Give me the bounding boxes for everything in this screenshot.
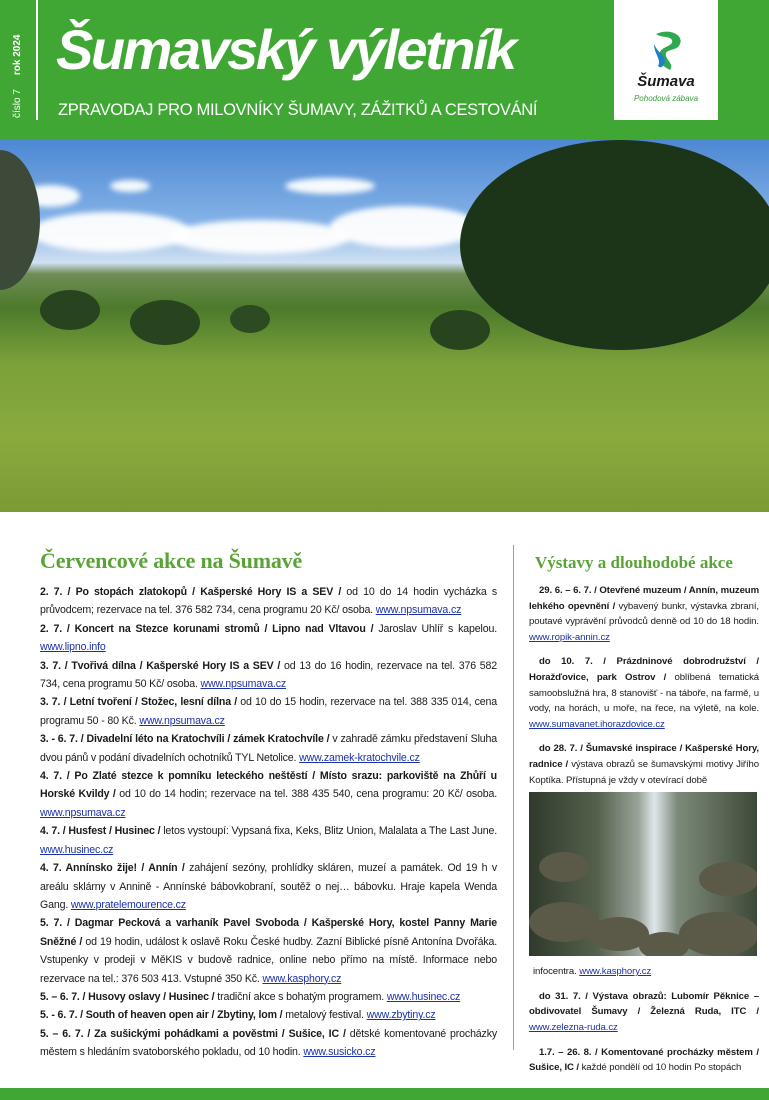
event-title: 5. 7. / Dagmar Pecková a varhaník Pavel Svoboda / Kašperské Hory, kostel Panny Marie Sněžné / <box>40 917 497 948</box>
event-link[interactable]: www.zbytiny.cz <box>366 1009 436 1022</box>
rock <box>679 912 757 956</box>
event-description: Jaroslav Uhlíř s kapelou. <box>373 622 497 635</box>
waterfall-painting <box>529 792 757 956</box>
event-link[interactable]: www.npsumava.cz <box>139 714 225 727</box>
exhibition-list <box>529 583 759 1076</box>
event-title: 2. 7. / Koncert na Stezce korunami stromů / Lipno nad Vltavou / <box>40 622 374 635</box>
event-description: v zahradě zámku představení Sluha dvou pánů v podání divadelních ochotníků TYL Netolice. <box>40 733 498 764</box>
rock <box>699 862 757 896</box>
section-heading: Červencové akce na Šumavě <box>40 548 303 573</box>
newsletter-title: Šumavský výletník <box>56 18 515 81</box>
event-description: zahájení sezóny, prohlídky skláren, muzeí a památek. Od 19 h v areálu sklárny v Annině - Annínské bábovkobraní, soutěž o nej… bábovku. Hraje kapela Wenda Gang. <box>40 862 497 911</box>
divider <box>36 0 38 120</box>
column-divider <box>513 545 514 1050</box>
event-item <box>40 859 497 914</box>
event-item <box>40 822 497 859</box>
event-title: 5. - 6. 7. / South of heaven open air / Zbytiny, lom / <box>40 1009 283 1022</box>
event-link[interactable]: www.npsumava.cz <box>200 678 287 691</box>
event-item <box>40 1006 497 1024</box>
landscape-photo <box>0 140 769 512</box>
event-item <box>40 730 497 767</box>
event-item <box>529 654 759 732</box>
event-description: od 13 do 16 hodin, rezervace na tel. 376 582 734, cena programu 50 Kč/ osoba. <box>40 659 497 691</box>
event-title: 5. – 6. 7. / Za sušickými pohádkami a pověstmi / Sušice, IC / <box>40 1027 346 1040</box>
event-link[interactable]: www.zelezna-ruda.cz <box>529 1021 618 1033</box>
event-link[interactable]: www.husinec.cz <box>386 990 461 1003</box>
event-link[interactable]: www.lipno.info <box>40 641 106 654</box>
masthead <box>0 0 769 140</box>
logo-name: Šumava <box>637 73 695 90</box>
event-item <box>40 767 497 822</box>
event-item <box>40 620 497 657</box>
event-link[interactable]: www.husinec.cz <box>40 843 114 856</box>
event-description: od 19 hodin, událost k oslavě Roku České hudby. Zazní Biblické písně Antonína Dvořáka. Vstupenky v prodeji v MěKIS v budově radnice, online nebo přímo na místě. Informace nebo rezervace na tel.: 376 503 413. Vstupné 350 Kč. <box>40 935 497 985</box>
event-item <box>40 1025 497 1062</box>
event-item <box>40 657 497 694</box>
event-item <box>529 964 759 980</box>
event-link[interactable]: www.ropik-annin.cz <box>529 631 610 643</box>
event-title: 4. 7. Annínsko žije! / Annín / <box>40 862 185 875</box>
event-link[interactable]: www.susicko.cz <box>303 1046 376 1059</box>
event-title: 4. 7. / Po Zlaté stezce k pomníku leteckého neštěstí / Místo srazu: parkoviště na Zhůří u Horské Kvildy / <box>40 770 497 801</box>
event-item <box>40 583 497 620</box>
sidebar-heading: Výstavy a dlouhodobé akce <box>535 553 733 572</box>
event-item <box>529 741 759 788</box>
event-title: 4. 7. / Husfest / Husinec / <box>40 825 161 838</box>
event-link[interactable]: www.sumavanet.ihorazdovice.cz <box>529 718 665 730</box>
event-description: vybavený bunkr, výstavka zbraní, poutavé vyprávění průvodců denně od 10 do 18 hodin. <box>529 600 759 628</box>
event-link[interactable]: www.npsumava.cz <box>40 806 126 819</box>
event-title: 3. - 6. 7. / Divadelní léto na Kratochvíli / zámek Kratochvíle / <box>40 733 330 746</box>
issue-year: rok 2024 <box>12 34 23 76</box>
event-description: výstava obrazů se šumavskými motivy Jiřího Koptíka. Přístupná je vždy v otevírací době <box>529 758 759 786</box>
event-title: 1.7. – 26. 8. / Komentované procházky městem / Sušice, IC / <box>529 1046 759 1074</box>
event-title: 29. 6. – 6. 7. / Otevřené muzeum / Annín, muzeum lehkého opevnění / <box>529 585 759 612</box>
event-item <box>529 583 759 645</box>
exhibitions-column <box>529 553 759 1085</box>
event-item <box>529 989 759 1036</box>
newsletter-subtitle: ZPRAVODAJ PRO MILOVNÍKY ŠUMAVY, ZÁŽITKŮ A CESTOVÁNÍ <box>58 101 538 119</box>
event-title: do 31. 7. / Výstava obrazů: Lubomír Pěknice – obdivovatel Šumavy / Železná Ruda, ITC / <box>529 990 759 1018</box>
event-item <box>40 693 497 730</box>
event-list <box>40 583 497 1062</box>
event-title: 3. 7. / Letní tvoření / Stožec, lesní dílna / <box>40 696 237 709</box>
event-link[interactable]: www.pratelemourence.cz <box>70 898 186 911</box>
event-description: každé pondělí od 10 hodin Po stopách <box>579 1062 742 1074</box>
july-events-column <box>40 548 497 1062</box>
event-link[interactable]: www.kasphory.cz <box>579 966 652 978</box>
event-description: oblíbená tematická samoobslužná hra, 8 stanovišť - na táboře, na farmě, u vody, na horách, u moře, na řece, na výletě, na kole. <box>529 671 760 715</box>
event-description: infocentra. <box>533 966 580 978</box>
event-item <box>529 1045 759 1076</box>
issue-number: číslo 7 <box>12 89 23 118</box>
logo-tagline: Pohodová zábava <box>633 94 699 103</box>
event-title: 2. 7. / Po stopách zlatokopů / Kašperské Hory IS a SEV / <box>40 586 342 598</box>
event-link[interactable]: www.kasphory.cz <box>262 972 342 985</box>
event-description: dětské komentované procházky městem s hledáním svatoborského pokladu, od 10 hodin. <box>40 1027 497 1059</box>
sumava-logo-icon <box>650 30 684 70</box>
event-description: od 10 do 14 hodin; rezervace na tel. 388 435 540, cena programu: 20 Kč/ osoba. <box>115 788 497 801</box>
rock <box>639 932 689 956</box>
event-description: od 10 do 15 hodin, rezervace na tel. 388 335 014, cena programu 50 - 80 Kč. <box>40 696 497 727</box>
event-item <box>40 988 497 1006</box>
event-title: do 28. 7. / Šumavské inspirace / Kašperské Hory, radnice / <box>529 743 759 770</box>
event-description: tradiční akce s bohatým programem. <box>214 990 387 1003</box>
sumava-logo <box>614 0 718 120</box>
event-title: 3. 7. / Tvořivá dílna / Kašperské Hory IS a SEV / <box>40 659 281 672</box>
event-description: od 10 do 14 hodin vycházka s průvodcem; rezervace na tel. 376 582 734, cena programu 20 Kč/ osoba. <box>40 586 497 617</box>
event-title: do 10. 7. / Prázdninové dobrodružství / Horažďovice, park Ostrov / <box>529 656 759 683</box>
event-link[interactable]: www.npsumava.cz <box>375 604 462 617</box>
event-item <box>40 914 497 988</box>
event-description: metalový festival. <box>282 1009 367 1022</box>
rock <box>539 852 589 882</box>
issue-info <box>12 35 23 119</box>
event-description: letos vystoupí: Vypsaná fixa, Keks, Blitz Union, Malalata a The Last June. <box>160 825 497 838</box>
footer-bar <box>0 1088 769 1100</box>
event-title: 5. – 6. 7. / Husovy oslavy / Husinec / <box>40 990 215 1003</box>
event-link[interactable]: www.zamek-kratochvile.cz <box>299 751 420 764</box>
